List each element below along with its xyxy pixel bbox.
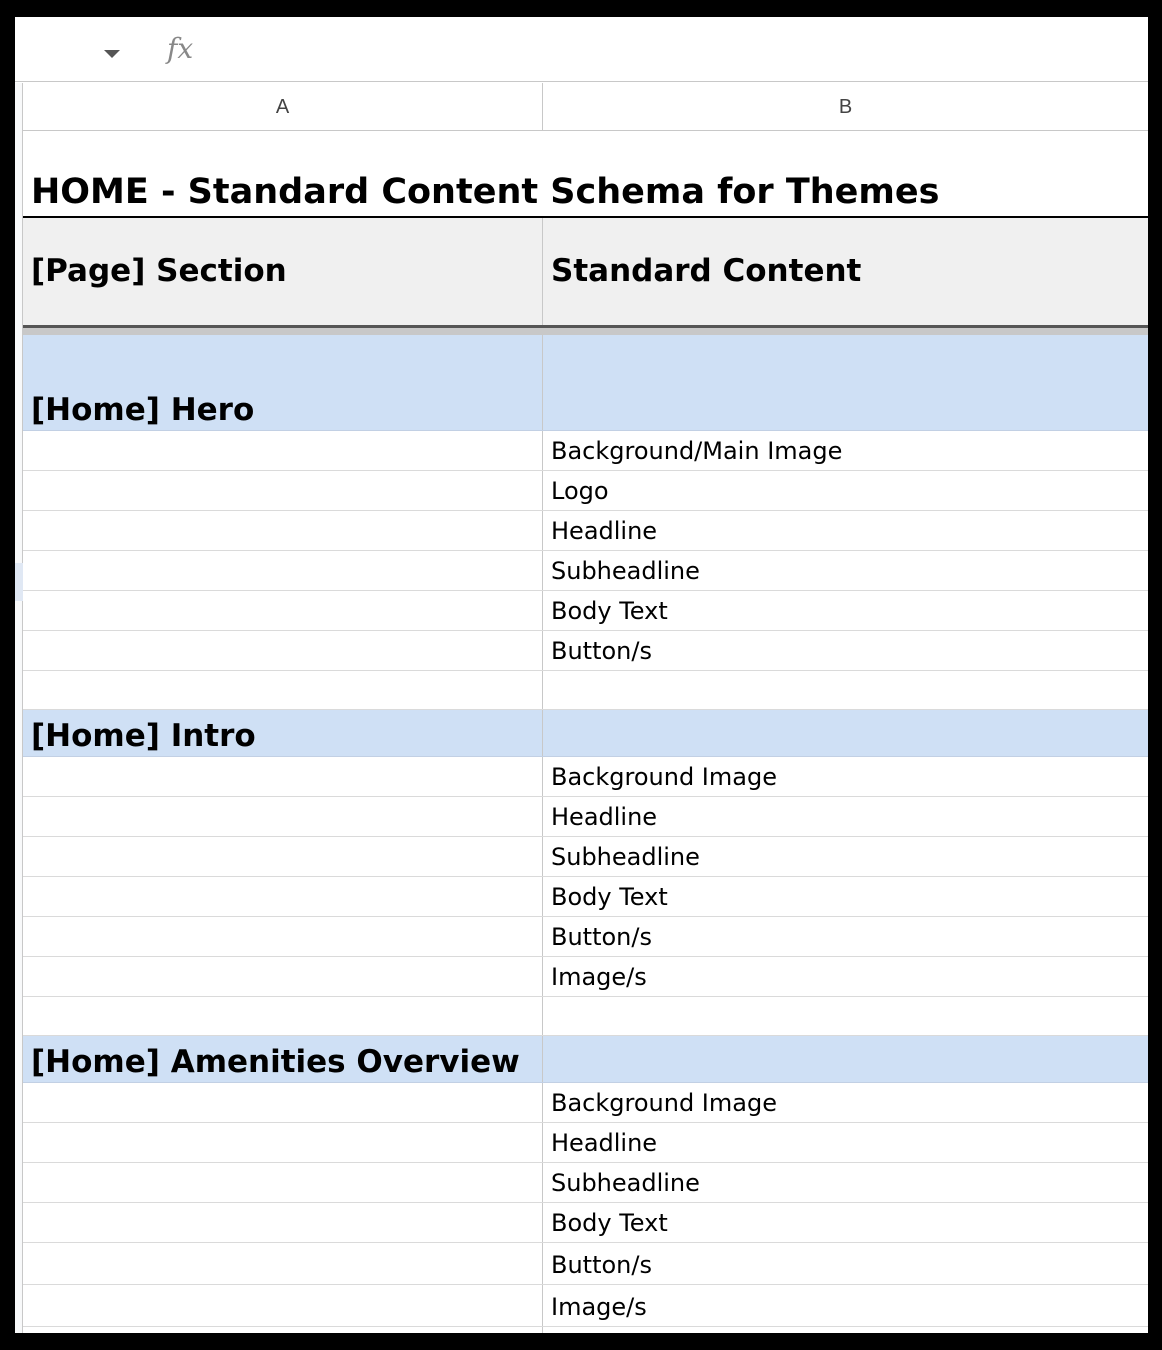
formula-bar — [15, 17, 1148, 82]
content-item: Image/s — [551, 963, 647, 991]
content-item: Background Image — [551, 1089, 777, 1117]
content-item: Image/s — [551, 1293, 647, 1321]
content-item: Body Text — [551, 883, 668, 911]
table-row — [23, 917, 1148, 957]
content-item: Subheadline — [551, 843, 700, 871]
selected-row-indicator — [15, 563, 23, 601]
cell[interactable] — [23, 757, 543, 796]
cell[interactable] — [23, 957, 543, 996]
cell[interactable] — [23, 1327, 543, 1333]
cell[interactable] — [23, 797, 543, 836]
empty-row — [23, 1327, 1148, 1333]
cell[interactable] — [23, 1203, 543, 1242]
cell[interactable] — [543, 1327, 1148, 1333]
cell[interactable] — [23, 1036, 543, 1082]
cell[interactable] — [23, 335, 543, 430]
content-item: Subheadline — [551, 1169, 700, 1197]
cell[interactable] — [23, 877, 543, 916]
content-item: Button/s — [551, 923, 652, 951]
content-item: Logo — [551, 477, 609, 505]
content-item: Body Text — [551, 1209, 668, 1237]
spreadsheet-window — [15, 17, 1148, 1333]
table-row — [23, 877, 1148, 917]
cell[interactable] — [543, 877, 1148, 916]
table-row — [23, 631, 1148, 671]
empty-row — [23, 671, 1148, 710]
cell[interactable] — [23, 631, 543, 670]
content-item: Subheadline — [551, 557, 700, 585]
cell[interactable] — [543, 837, 1148, 876]
cell[interactable] — [23, 431, 543, 470]
cell[interactable] — [23, 1285, 543, 1326]
table-row — [23, 957, 1148, 997]
cell[interactable] — [23, 591, 543, 630]
content-item: Body Text — [551, 597, 668, 625]
cell[interactable] — [543, 1083, 1148, 1122]
cell[interactable] — [23, 1083, 543, 1122]
frozen-divider[interactable] — [23, 328, 1148, 335]
table-row — [23, 1123, 1148, 1163]
cell[interactable] — [23, 131, 940, 216]
cell[interactable] — [23, 551, 543, 590]
cell[interactable] — [23, 997, 543, 1035]
cell[interactable] — [543, 710, 1148, 756]
table-row — [23, 551, 1148, 591]
cell[interactable] — [543, 551, 1148, 590]
section-row — [23, 1036, 1148, 1083]
cell[interactable] — [23, 1163, 543, 1202]
cell[interactable] — [543, 957, 1148, 996]
section-title: [Home] Hero — [31, 392, 255, 428]
cell[interactable] — [23, 218, 543, 325]
column-header-a[interactable]: A — [23, 83, 543, 131]
content-item: Headline — [551, 1129, 658, 1157]
fx-icon: fx — [167, 32, 194, 65]
section-title: [Home] Intro — [31, 718, 256, 754]
cell[interactable] — [543, 1203, 1148, 1242]
table-row — [23, 1083, 1148, 1123]
cell[interactable] — [543, 335, 1148, 430]
cell[interactable] — [23, 1123, 543, 1162]
cell[interactable] — [23, 471, 543, 510]
cell[interactable] — [543, 671, 1148, 709]
cell[interactable] — [23, 710, 543, 756]
sheet-title: HOME - Standard Content Schema for Themes — [31, 172, 940, 212]
table-row — [23, 757, 1148, 797]
table-row — [23, 1285, 1148, 1327]
content-item: Button/s — [551, 637, 652, 665]
cell[interactable] — [543, 511, 1148, 550]
table-row — [23, 471, 1148, 511]
cell[interactable] — [543, 1285, 1148, 1326]
cell[interactable] — [23, 837, 543, 876]
table-row — [23, 431, 1148, 471]
section-title: [Home] Amenities Overview — [31, 1044, 520, 1080]
chevron-down-icon[interactable] — [104, 50, 120, 58]
header-page-section: [Page] Section — [31, 253, 287, 289]
cell[interactable] — [23, 511, 543, 550]
table-row — [23, 511, 1148, 551]
content-item: Headline — [551, 803, 658, 831]
table-row — [23, 591, 1148, 631]
section-row — [23, 710, 1148, 757]
cell[interactable] — [23, 1243, 543, 1284]
row-header-gutter[interactable] — [15, 83, 23, 1333]
table-row — [23, 1203, 1148, 1243]
column-header-b[interactable]: B — [838, 95, 853, 118]
cell[interactable] — [543, 1163, 1148, 1202]
title-row — [23, 131, 1148, 218]
table-row — [23, 1243, 1148, 1285]
content-item: Headline — [551, 517, 658, 545]
cell[interactable] — [543, 471, 1148, 510]
cell[interactable] — [543, 631, 1148, 670]
cell[interactable] — [543, 997, 1148, 1035]
content-item: Button/s — [551, 1251, 652, 1279]
content-item: Background/Main Image — [551, 437, 843, 465]
cell[interactable] — [543, 431, 1148, 470]
cell[interactable] — [543, 917, 1148, 956]
cell[interactable] — [23, 671, 543, 709]
cell[interactable] — [543, 591, 1148, 630]
table-header-row — [23, 218, 1148, 328]
cell[interactable] — [23, 917, 543, 956]
cell[interactable] — [543, 1243, 1148, 1284]
table-row — [23, 797, 1148, 837]
header-standard-content: Standard Content — [551, 253, 862, 289]
cell[interactable] — [543, 757, 1148, 796]
cell[interactable] — [543, 797, 1148, 836]
cell[interactable] — [543, 1123, 1148, 1162]
cell[interactable] — [543, 218, 1148, 325]
empty-row — [23, 997, 1148, 1036]
table-row — [23, 1163, 1148, 1203]
cell[interactable] — [543, 1036, 1148, 1082]
content-item: Background Image — [551, 763, 777, 791]
section-row — [23, 335, 1148, 431]
table-row — [23, 837, 1148, 877]
column-headers — [23, 83, 1148, 131]
